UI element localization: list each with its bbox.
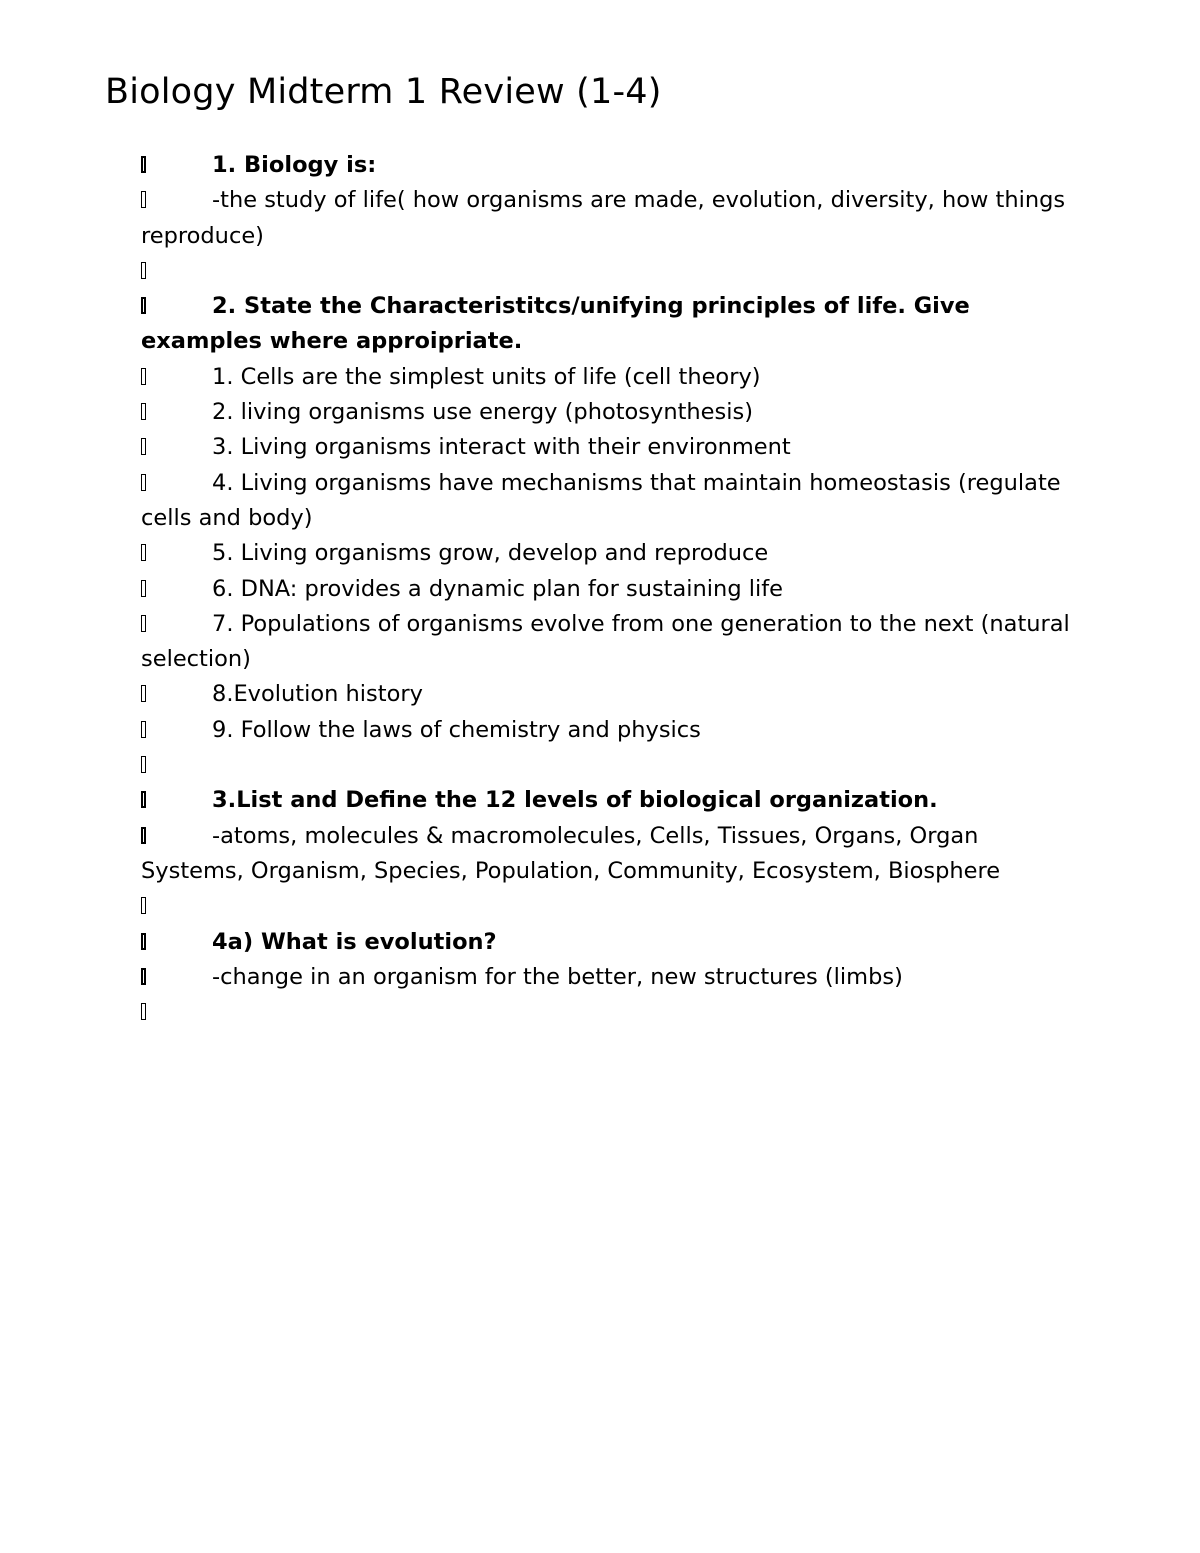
list-item	[141, 713, 1081, 748]
answer-text: -the study of life( how organisms are made, evolution, diversity, how things reproduce)	[141, 187, 1066, 249]
answer-text: 5. Living organisms grow, develop and reproduce	[212, 540, 769, 567]
list-item	[141, 995, 1081, 1030]
bullet-icon	[141, 685, 146, 702]
list-item	[141, 254, 1081, 289]
list-item	[141, 960, 1081, 995]
list-item	[141, 607, 1081, 678]
bullet-icon	[141, 544, 146, 561]
list-item	[141, 430, 1081, 465]
list-item	[141, 148, 1081, 183]
bullet-icon	[141, 721, 146, 738]
list-item	[141, 748, 1081, 783]
bullet-icon	[141, 968, 146, 985]
list-item	[141, 466, 1081, 537]
bullet-icon	[141, 933, 146, 950]
answer-text: 4. Living organisms have mechanisms that maintain homeostasis (regulate cells and body)	[141, 469, 1061, 531]
list-item	[141, 889, 1081, 924]
list-item	[141, 783, 1081, 818]
question-heading: 1. Biology is:	[212, 152, 377, 178]
bullet-icon	[141, 403, 146, 420]
bullet-icon	[141, 791, 146, 808]
bullet-icon	[141, 297, 146, 314]
bullet-icon	[141, 368, 146, 385]
bullet-icon	[141, 580, 146, 597]
answer-text: -atoms, molecules & macromolecules, Cells, Tissues, Organs, Organ Systems, Organism, Species, Population, Community, Ecosystem, Biosphere	[141, 822, 1001, 884]
list-item	[141, 819, 1081, 890]
list-item	[141, 925, 1081, 960]
answer-text: 6. DNA: provides a dynamic plan for sustaining life	[212, 575, 784, 602]
list-item	[141, 395, 1081, 430]
list-item	[141, 183, 1081, 254]
bullet-icon	[141, 156, 146, 173]
list-item	[141, 360, 1081, 395]
bullet-icon	[141, 897, 146, 914]
answer-text: 3. Living organisms interact with their environment	[212, 434, 791, 461]
bullet-icon	[141, 1003, 146, 1020]
document-body	[141, 148, 1081, 1030]
bullet-icon	[141, 615, 146, 632]
list-item	[141, 572, 1081, 607]
answer-text: 1. Cells are the simplest units of life (cell theory)	[212, 363, 761, 390]
question-heading: 2. State the Characteristitcs/unifying principles of life. Give examples where approipriate.	[141, 293, 970, 355]
list-item	[141, 289, 1081, 360]
bullet-icon	[141, 262, 146, 279]
list-item	[141, 677, 1081, 712]
answer-text: 7. Populations of organisms evolve from one generation to the next (natural selection)	[141, 610, 1070, 673]
answer-text: 8.Evolution history	[212, 681, 423, 708]
question-heading: 3.List and Define the 12 levels of biological organization.	[212, 787, 938, 814]
answer-text: 2. living organisms use energy (photosynthesis)	[212, 399, 753, 426]
answer-text: 9. Follow the laws of chemistry and physics	[212, 716, 701, 743]
bullet-icon	[141, 438, 146, 455]
question-heading: 4a) What is evolution?	[212, 928, 497, 955]
bullet-icon	[141, 827, 146, 844]
list-item	[141, 536, 1081, 571]
document-title: Biology Midterm 1 Review (1-4)	[105, 72, 662, 112]
bullet-icon	[141, 474, 146, 491]
answer-text: -change in an organism for the better, new structures (limbs)	[212, 963, 903, 990]
bullet-icon	[141, 756, 146, 773]
bullet-icon	[141, 191, 146, 208]
